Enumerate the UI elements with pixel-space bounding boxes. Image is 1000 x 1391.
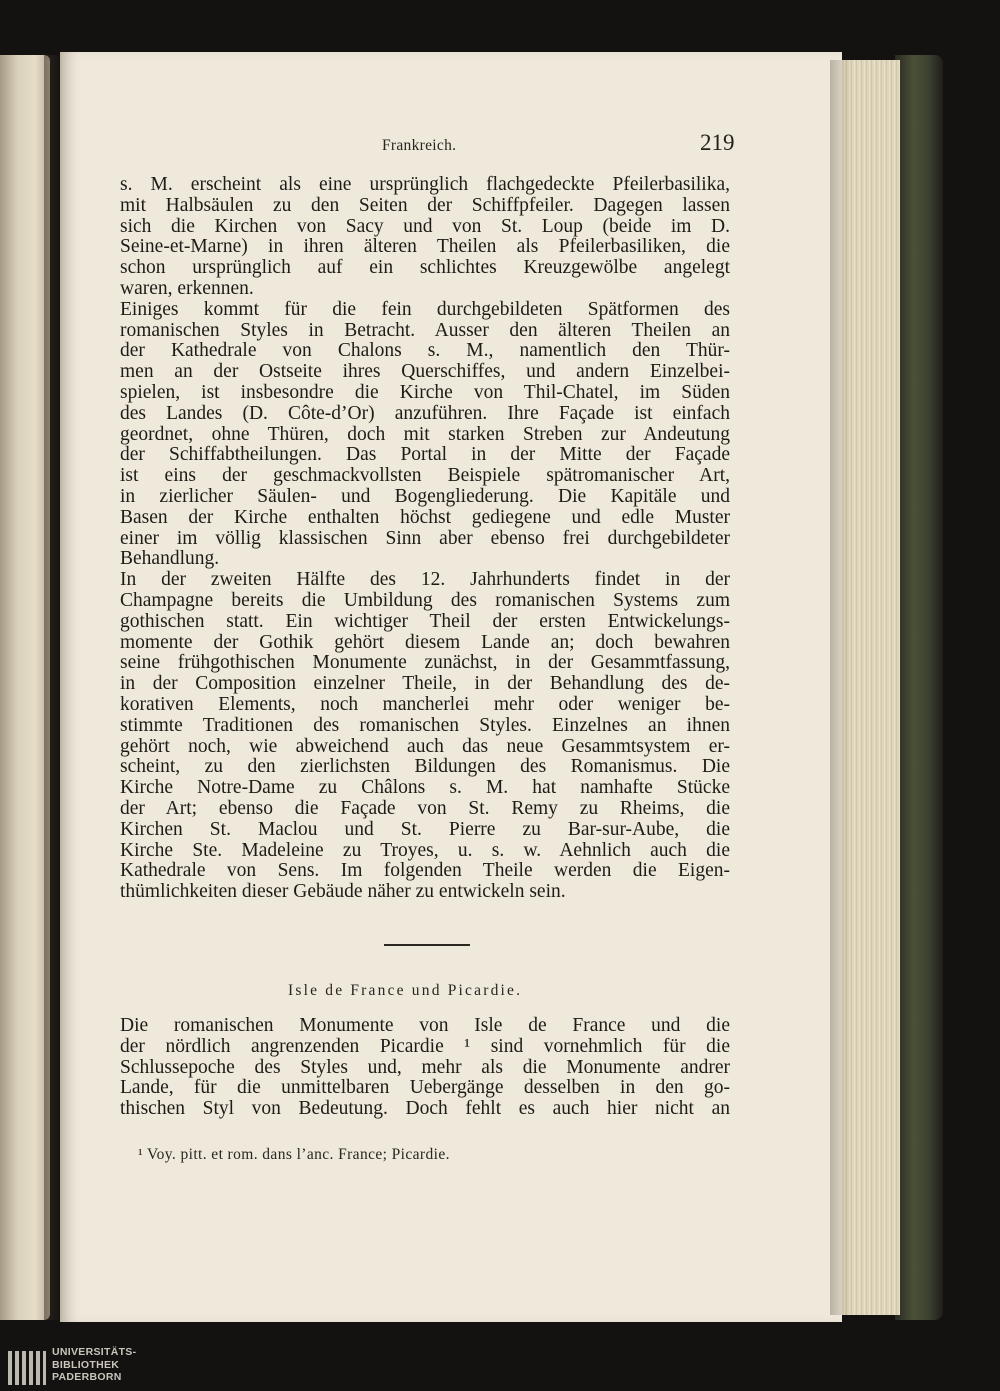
text-line: Seine-et-Marne) in ihren älteren Theilen als Pfeilerbasiliken, die — [120, 236, 730, 258]
text-line: thischen Styl von Bedeutung. Doch fehlt es auch hier nicht an — [120, 1098, 730, 1120]
text-line: Champagne bereits die Umbildung des romanischen Systems zum — [120, 589, 730, 611]
text-line: gothischen statt. Ein wichtiger Theil der ersten Entwickelungs- — [120, 610, 730, 632]
text-line: Kirche Ste. Madeleine zu Troyes, u. s. w. Aehnlich auch die — [120, 839, 730, 861]
gutter-shadow — [44, 55, 62, 1320]
text-line: Kirchen St. Maclou und St. Pierre zu Bar-sur-Aube, die — [120, 818, 730, 840]
text-line: korativen Elements, noch mancherlei mehr oder weniger be- — [120, 693, 730, 715]
text-line: sich die Kirchen von Sacy und von St. Loup (beide im D. — [120, 215, 730, 237]
text-line: in zierlicher Säulen- und Bogengliederung. Die Kapitäle und — [120, 485, 730, 507]
text-line: Kathedrale von Sens. Im folgenden Theile werden die Eigen- — [120, 860, 730, 882]
text-line: men an der Ostseite ihres Querschiffes, und andern Einzelbei- — [120, 361, 730, 383]
text-line: geordnet, ohne Thüren, doch mit starken Streben zur Andeutung — [120, 423, 730, 445]
library-logo — [0, 1343, 140, 1391]
text-line: Behandlung. — [120, 548, 220, 570]
library-logo-icon — [4, 1345, 48, 1389]
text-line: Lande, für die unmittelbaren Uebergänge desselben in den go- — [120, 1077, 730, 1099]
text-line: momente der Gothik gehört diesem Lande an; doch bewahren — [120, 631, 730, 653]
text-line: romanischen Styles in Betracht. Ausser den älteren Theilen an — [120, 319, 730, 341]
text-line: in der Composition einzelner Theile, in der Behandlung des de- — [120, 673, 730, 695]
left-page-edge — [0, 55, 50, 1320]
text-line: der Kathedrale von Chalons s. M., namentlich den Thür- — [120, 340, 730, 362]
text-line: spielen, ist insbesondre die Kirche von Thil-Chatel, im Süden — [120, 381, 730, 403]
text-line: s. M. erscheint als eine ursprünglich flachgedeckte Pfeilerbasilika, — [120, 174, 730, 195]
text-line: ist eins der geschmackvollsten Beispiele spätromanischer Art, — [120, 465, 730, 487]
running-head-title: Frankreich. — [382, 137, 457, 154]
section-text — [120, 1016, 730, 1120]
body-text — [120, 175, 730, 903]
text-line: des Landes (D. Côte-d’Or) anzuführen. Ihre Façade ist einfach — [120, 402, 730, 424]
text-line: In der zweiten Hälfte des 12. Jahrhunderts findet in der — [120, 569, 730, 591]
text-line: der Art; ebenso die Façade von St. Remy zu Rheims, die — [120, 797, 730, 819]
text-line: Schlussepoche des Styles und, mehr als die Monumente andrer — [120, 1056, 730, 1078]
book-cover-edge — [895, 55, 943, 1320]
library-logo-text — [52, 1346, 136, 1384]
text-line: gehört noch, wie abweichend auch das neue Gesammtsystem er- — [120, 735, 730, 757]
logo-line-1: UNIVERSITÄTS- — [52, 1346, 137, 1358]
text-line: mit Halbsäulen zu den Seiten der Schiffpfeiler. Dagegen lassen — [120, 194, 730, 216]
text-line: schon ursprünglich auf ein schlichtes Kreuzgewölbe angelegt — [120, 257, 730, 279]
text-line: einer im völlig klassischen Sinn aber ebenso frei durchgebildeter — [120, 527, 730, 549]
text-line: Einiges kommt für die fein durchgebildeten Spätformen des — [120, 298, 730, 320]
text-line: Die romanischen Monumente von Isle de France und die — [120, 1015, 730, 1036]
page-number: 219 — [700, 130, 735, 155]
logo-line-3: PADERBORN — [52, 1371, 122, 1383]
text-line: Basen der Kirche enthalten höchst gediegene und edle Muster — [120, 506, 730, 528]
footnote: ¹ Voy. pitt. et rom. dans l’anc. France; Picardie. — [138, 1146, 450, 1163]
section-heading: Isle de France und Picardie. — [288, 982, 523, 999]
text-line: scheint, zu den zierlichsten Bildungen des Romanismus. Die — [120, 756, 730, 778]
section-divider — [384, 944, 470, 946]
page-edge-shadow — [830, 60, 852, 1315]
running-head — [0, 130, 1000, 159]
text-line: seine frühgothischen Monumente zunächst, in der Gesammtfassung, — [120, 652, 730, 674]
text-line: thümlichkeiten dieser Gebäude näher zu entwickeln sein. — [120, 881, 566, 903]
text-line: Kirche Notre-Dame zu Châlons s. M. hat namhafte Stücke — [120, 777, 730, 799]
text-line: waren, erkennen. — [120, 277, 254, 299]
text-line: stimmte Traditionen des romanischen Styles. Einzelnes an ihnen — [120, 714, 730, 736]
text-line: der Schiffabtheilungen. Das Portal in der Mitte der Façade — [120, 444, 730, 466]
logo-line-2: BIBLIOTHEK — [52, 1358, 120, 1371]
text-line: der nördlich angrenzenden Picardie ¹ sind vornehmlich für die — [120, 1035, 730, 1057]
